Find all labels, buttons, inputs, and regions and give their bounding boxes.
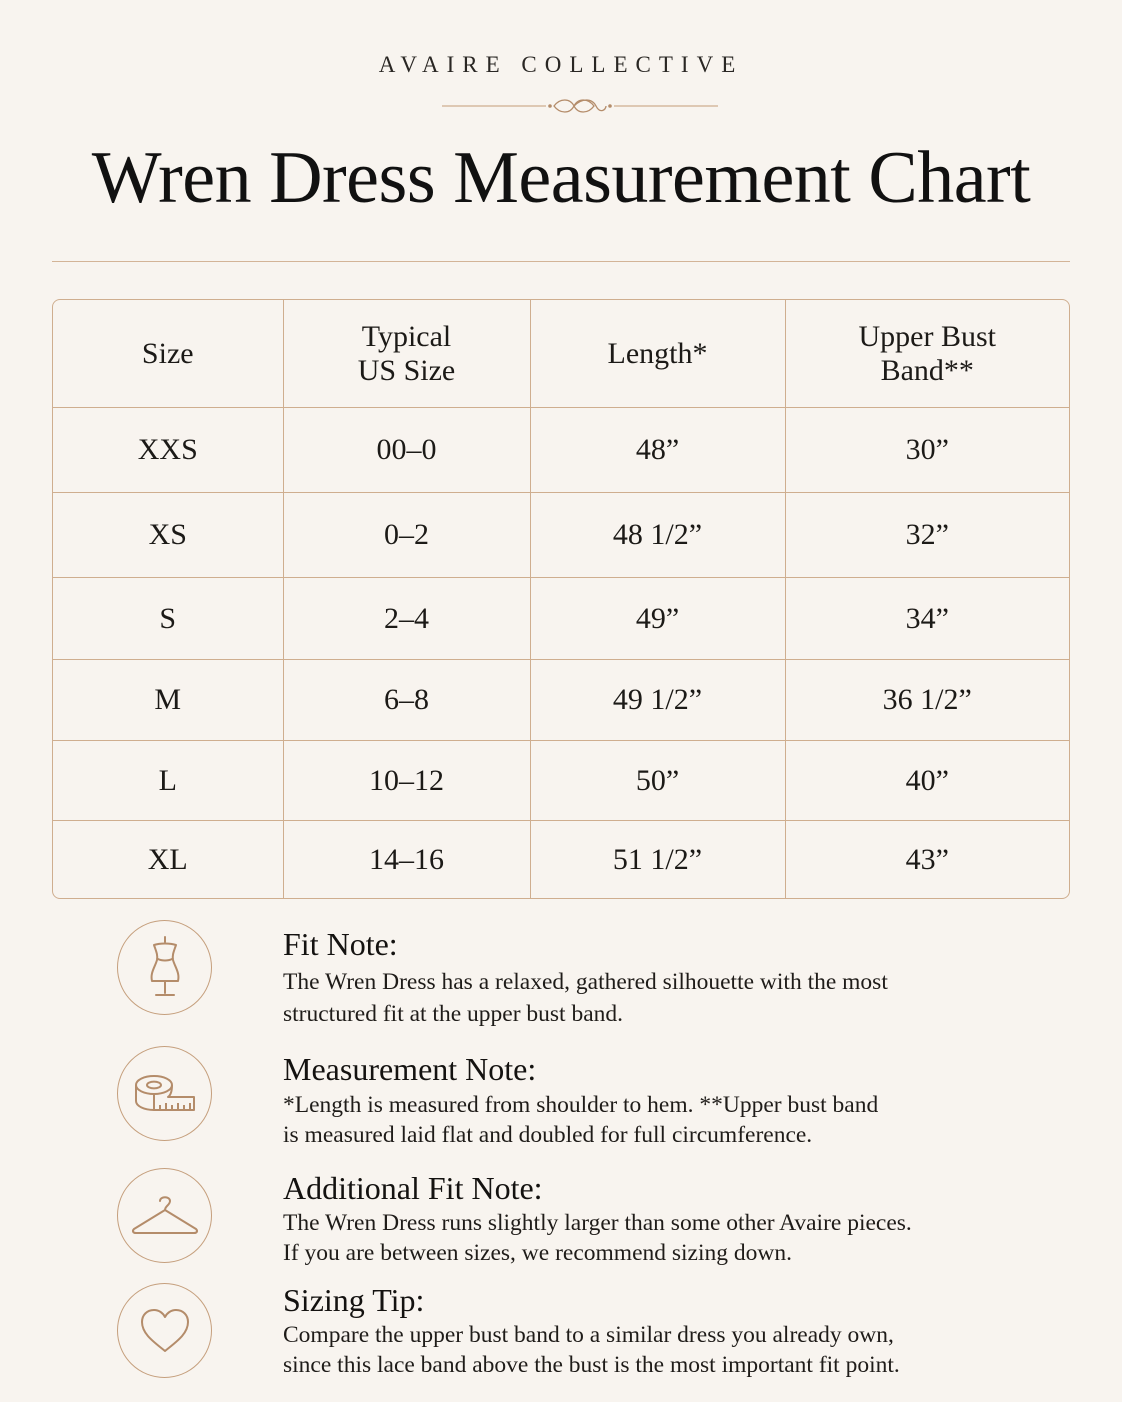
sizing-tip-text: Compare the upper bust band to a similar dress you already own, since this lace band above the bust is the most important fit point. [283,1322,900,1378]
header-upper-bust: Upper Bust Band** [785,300,1069,408]
hanger-icon [117,1168,212,1263]
cell-length: 48” [530,408,785,493]
fit-note-text: The Wren Dress has a relaxed, gathered silhouette with the most structured fit at the upper bust band. [283,969,888,1027]
cell-upper-bust: 36 1/2” [785,660,1069,741]
cell-size: L [53,741,283,821]
fit-note [0,920,1122,1040]
measurement-table [52,299,1070,899]
cell-size: XL [53,821,283,899]
cell-length: 49 1/2” [530,660,785,741]
cell-us-size: 2–4 [283,578,530,660]
cell-size: XXS [53,408,283,493]
table-row [53,578,1069,660]
sizing-tip [0,1280,1122,1400]
cell-us-size: 0–2 [283,493,530,578]
cell-us-size: 00–0 [283,408,530,493]
cell-upper-bust: 40” [785,741,1069,821]
cell-length: 51 1/2” [530,821,785,899]
cell-length: 49” [530,578,785,660]
fit-note-heading: Fit Note: [283,926,398,962]
cell-length: 48 1/2” [530,493,785,578]
table-row [53,408,1069,493]
header-us-size: Typical US Size [283,300,530,408]
sizing-tip-heading: Sizing Tip: [283,1282,425,1318]
cell-upper-bust: 34” [785,578,1069,660]
table-row [53,660,1069,741]
dress-form-icon [117,920,212,1015]
cell-size: XS [53,493,283,578]
cell-us-size: 14–16 [283,821,530,899]
measurement-note [0,1046,1122,1166]
header-size: Size [53,300,283,408]
brand-name: AVAIRE COLLECTIVE [378,52,744,77]
table-row [53,741,1069,821]
cell-upper-bust: 30” [785,408,1069,493]
cell-upper-bust: 43” [785,821,1069,899]
page-title: Wren Dress Measurement Chart [91,137,1031,219]
additional-fit-note [0,1168,1122,1288]
measurement-note-heading: Measurement Note: [283,1051,537,1087]
cell-size: S [53,578,283,660]
header-length: Length* [530,300,785,408]
cell-us-size: 6–8 [283,660,530,741]
table-header-row [53,300,1069,408]
table-row [53,493,1069,578]
cell-upper-bust: 32” [785,493,1069,578]
title-divider [52,261,1070,262]
measurement-note-text: *Length is measured from shoulder to hem. **Upper bust band is measured laid flat and doubled for full circumference. [283,1092,879,1148]
table-row [53,821,1069,899]
ornament-divider-icon [438,94,722,118]
cell-length: 50” [530,741,785,821]
heart-icon [117,1283,212,1378]
tape-measure-icon [117,1046,212,1141]
cell-us-size: 10–12 [283,741,530,821]
cell-size: M [53,660,283,741]
additional-fit-note-heading: Additional Fit Note: [283,1170,543,1206]
additional-fit-note-text: The Wren Dress runs slightly larger than some other Avaire pieces. If you are between sizes, we recommend sizing down. [283,1210,912,1266]
